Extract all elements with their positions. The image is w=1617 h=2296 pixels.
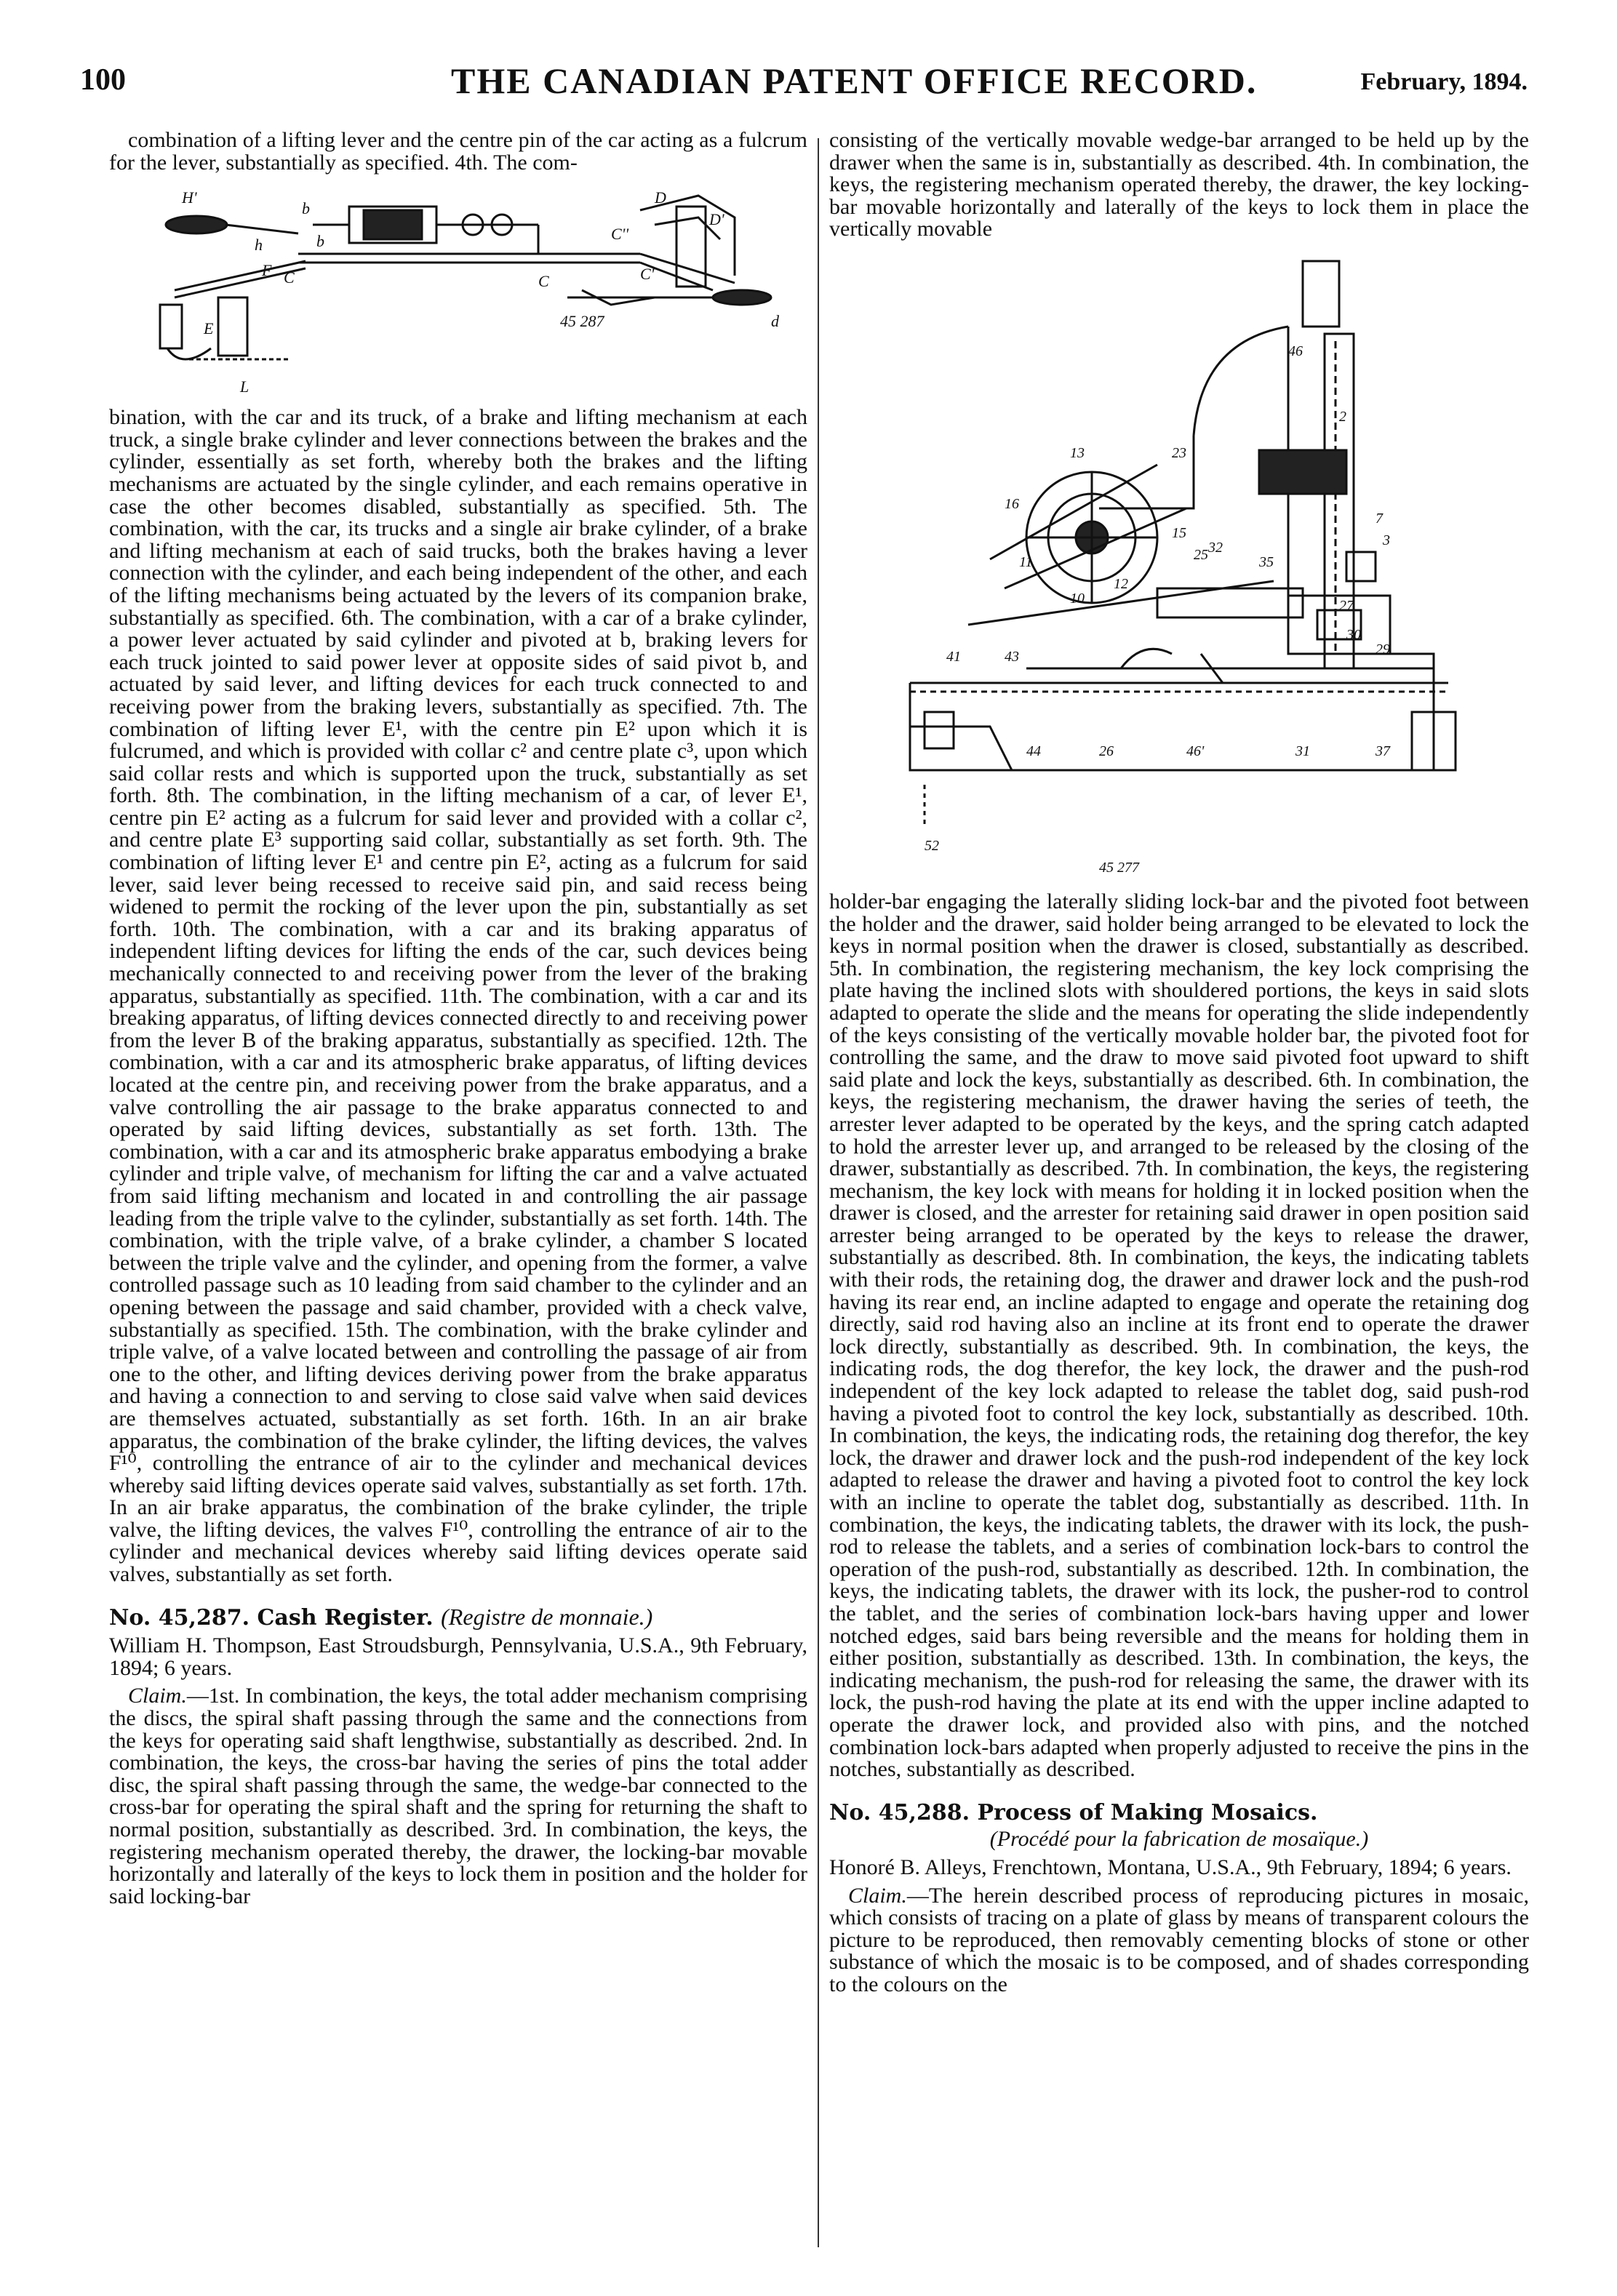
fig-label-d-small: d (771, 312, 779, 331)
fig2-label-29: 29 (1376, 641, 1390, 657)
fig-label-l: L (240, 377, 249, 396)
fig2-label-43: 43 (1005, 648, 1019, 665)
left-column (109, 129, 807, 2260)
fig2-label-52: 52 (925, 837, 939, 854)
patent-45288-title: Process of Making Mosaics. (977, 1799, 1318, 1825)
right-column (829, 129, 1529, 2260)
fig2-label-27: 27 (1339, 597, 1354, 614)
fig-label-c-prime: C' (640, 265, 655, 284)
claim-label: Claim. (848, 1883, 907, 1908)
fig-label-d: D (655, 188, 666, 207)
journal-title: THE CANADIAN PATENT OFFICE RECORD. (451, 60, 1258, 101)
patent-45287-french-title: (Registre de monnaie.) (441, 1603, 653, 1630)
claim-label: Claim. (128, 1684, 187, 1708)
fig-label-c2: C (538, 272, 549, 291)
fig2-label-3: 3 (1383, 532, 1390, 548)
fig-label-h: h (255, 236, 263, 255)
fig-label-c1: C (284, 268, 295, 287)
fig2-label-35: 35 (1259, 553, 1274, 570)
fig-label-d-prime: D' (709, 210, 724, 229)
patent-45287-inventor: William H. Thompson, East Stroudsburgh, Pennsylvania, U.S.A., 9th February, 1894; 6 years. (109, 1633, 807, 1680)
fig2-label-41: 41 (946, 648, 961, 665)
brake-mechanism-figure (131, 181, 786, 399)
fig2-label-2: 2 (1339, 408, 1346, 425)
left-intro-paragraph: combination of a lifting lever and the centre pin of the car acting as a fulcrum for the lever, substantially as specified. 4th. The com- (109, 128, 807, 175)
fig2-label-44: 44 (1026, 743, 1041, 759)
fig-label-e: E (204, 319, 214, 338)
left-body-paragraph: bination, with the car and its truck, of a brake and lifting mechanism at each truck, a single brake cylinder and lever connections between the brakes and the cylinder, essentially as set forth, whereby both the brakes and the lifting mechanisms are actuated by the single cylinder, and each remains operative in case the other becomes disabled, substantially as specified. 5th. The combination, with the car, its trucks and a single air brake cylinder, of a brake and lifting mechanism at each of said trucks, both the brakes having a lever connection with the cylinder, and each being independent of the other, and each of the lifting mechanisms being actuated by the levers of its companion brake, substantially as specified. 6th. The combination, with a car of a brake cylinder, a power lever actuated by said cylinder and pivoted at b, braking levers for each truck jointed to said power lever at opposite sides of said pivot b, and actuated by said lever, and lifting devices for each truck connected to and receiving power from the braking levers, substantially as specified. 7th. The combination of lifting lever E¹, with the centre pin E² upon which it is fulcrumed, and which is provided with collar c² and centre plate c³, upon which said collar rests and which is supported upon the truck, substantially as set forth. 8th. The combination, in the lifting mechanism of a car, of lever E¹, centre pin E² acting as a fulcrum for said lever and provided with a collar c², and centre plate E³ supporting said collar, substantially as set forth. 9th. The combination of lifting lever E¹ and centre pin E², acting as a fulcrum for said lever, said lever being recessed to receive said pin, and said recess being widened to permit the rocking of the lever upon the pin, substantially as set forth. 10th. The combination, with a car and its braking apparatus of independent lifting devices for lifting the ends of the car, such devices being mechanically connected to and receiving power from the lever of the braking apparatus, substantially as specified. 11th. The combination, with a car and its breaking apparatus, of lifting devices connected directly to and receiving power from the lever B of the braking apparatus, substantially as specified. 12th. The combination, with a car and its atmospheric brake apparatus, of lifting devices located at the centre pin, and receiving power from the brake apparatus, and a valve controlling the air passage to the brake apparatus connected to and operated by said lifting devices, substantially as set forth. 13th. The combination, with a car and its atmospheric brake apparatus embodying a brake cylinder and triple valve, of mechanism for lifting the car and a valve actuated from said lifting mechanism and located in and controlling the air passage leading from the triple valve to the cylinder, substantially as set forth. 14th. The combination, with the triple valve, of a brake cylinder, a chamber S located between the triple valve and the cylinder, and opening from the former, a valve controlled passage such as 10 leading from said chamber to the cylinder and an opening between the passage and said chamber, provided with a check valve, substantially as specified. 15th. The combination, with the brake cylinder and triple valve, of a valve located between and controlling the passage of air from one to the other, and lifting devices deriving power from the brake apparatus and having a connection to and serving to close said valve when said devices are themselves actuated, substantially as set forth. 16th. In an air brake apparatus, the combination of the brake cylinder, the lifting devices, the valves F¹⁰, controlling the entrance of air to the cylinder and mechanical devices whereby said lifting devices operate said valves, substantially as set forth. 17th. In an air brake apparatus, the combination of the brake cylinder, the triple valve, the lifting devices, the valves F¹⁰, controlling the entrance of air to the cylinder and mechanical devices whereby said lifting devices operate said valves, substantially as set forth. (109, 405, 807, 1587)
issue-date: February, 1894. (1360, 68, 1528, 95)
patent-45288-inventor: Honoré B. Alleys, Frenchtown, Montana, U.S.A., 9th February, 1894; 6 years. (829, 1855, 1512, 1879)
patent-45287-heading (109, 1605, 807, 1630)
fig-label-f: F (262, 261, 272, 280)
claim-text: —1st. In combination, the keys, the total adder mechanism comprising the discs, the spiral shaft passing through the same and the connections from the keys for operating said shaft lengthwise, substantially as described. 2nd. In combination, the keys, the cross-bar having the series of pins the total adder disc, the spiral shaft passing through the same, the wedge-bar connected to the cross-bar for operating the spiral shaft and the spring for returning the shaft to normal position, substantially as described. 3rd. In combination, the keys, the registering mechanism operated thereby, the drawer, the locking-bar movable horizontally and laterally of the keys to lock them in position and the holder for said locking-bar (109, 1684, 807, 1908)
patent-45288-number: No. 45,288. (829, 1799, 978, 1825)
fig2-label-10: 10 (1070, 590, 1085, 607)
patent-45288-claim (829, 1885, 1529, 1996)
fig2-label-26: 26 (1099, 743, 1114, 759)
fig2-label-23: 23 (1172, 444, 1186, 461)
fig-number: 45 287 (560, 312, 604, 331)
fig-label-h-prime: H' (182, 188, 197, 207)
fig2-label-32: 32 (1208, 539, 1223, 556)
fig2-label-15: 15 (1172, 524, 1186, 541)
fig2-label-11: 11 (1019, 553, 1033, 570)
fig-label-c-double-prime: C'' (611, 225, 629, 244)
fig2-label-16: 16 (1005, 495, 1019, 512)
patent-45288-heading (829, 1800, 1529, 1825)
fig2-label-30: 30 (1346, 626, 1361, 643)
fig2-label-25: 25 (1194, 546, 1208, 563)
fig2-label-46: 46 (1288, 343, 1303, 359)
patent-45287-number: No. 45,287. (109, 1604, 257, 1631)
column-divider (818, 138, 819, 2247)
cash-register-figure (881, 247, 1477, 887)
patent-45287-claim (109, 1685, 807, 1908)
fig2-label-7: 7 (1376, 510, 1383, 527)
fig-label-b1: b (302, 199, 310, 218)
right-intro-paragraph: consisting of the vertically movable wedge-bar arranged to be held up by the drawer when the same is in, substantially as described. 4th. In combination, the keys, the registering mechanism operated thereby, the drawer, the key locking-bar movable horizontally and laterally of the keys to lock them in place the vertically movable (829, 128, 1529, 241)
patent-45287-title: Cash Register. (257, 1604, 442, 1631)
page-number: 100 (80, 63, 126, 97)
right-body-paragraph: holder-bar engaging the laterally sliding lock-bar and the pivoted foot between the holder and the drawer, said holder being arranged to be elevated to lock the keys in normal position when the drawer is closed, substantially as described. 5th. In combination, the registering mechanism, the key lock comprising the plate having the inclined slots with shouldered portions, the keys in said slots adapted to operate the slide and the means for operating the slide independently of the keys consisting of the vertically movable holder bar, the pivoted foot for controlling the same, and the draw to move said pivoted foot upward to shift said plate and lock the keys, substantially as described. 6th. In combination, the keys, the registering mechanism, the drawer having the series of teeth, the arrester lever adapted to be operated by the keys, and the spring catch adapted to hold the arrester lever up, and arranged to be released by the closing of the drawer, substantially as described. 7th. In combination, the keys, the registering mechanism, the key lock with means for holding it in locked position when the drawer is closed, and the arrester for retaining said drawer in open position said arrester being arranged to be operated by the keys to release the drawer, substantially as described. 8th. In combination, the keys, the indicating tablets with their rods, the retaining dog, the drawer and drawer lock and the push-rod having its rear end, an incline adapted to engage and operate the retaining dog directly, said rod having also an incline at its front end to operate the drawer lock directly, substantially as described. 9th. In combination, the keys, the indicating rods, the dog therefor, the key lock, the drawer and the push-rod independent of the key lock adapted to release the tablet dog, said push-rod having a pivoted foot to control the key lock, substantially as described. 10th. In combination, the keys, the indicating rods, the retaining dog therefor, the key lock, the drawer and drawer lock and the push-rod independent of the key lock adapted to release the drawer and having a pivoted foot to control the key lock with an incline to operate the tablet dog, substantially as described. 11th. In combination, the keys, the indicating tablets, the drawer with its lock, the push-rod to release the tablets, and a series of combination lock-bars to control the operation of the push-rod, substantially as described. 12th. In combination, the keys, the indicating tablets, the drawer with its lock, the pusher-rod to control the tablet, and the series of combination lock-bars having upper and lower notched edges, said bars being reversible and the means for holding them in either position, substantially as described. 13th. In combination, the keys, the indicating mechanism, the push-rod for releasing the same, the drawer with its lock, the push-rod having the plate at its end with the upper incline adapted to operate the drawer lock, and provided also with pins, and the notched combination lock-bars adapted when properly adjusted to receive the pins in the notches, substantially as described. (829, 889, 1529, 1782)
patent-45288-french-title: (Procédé pour la fabrication de mosaïque.) (989, 1827, 1369, 1852)
fig2-label-46-prime: 46' (1186, 743, 1205, 759)
claim-text: —The herein described process of reproducing pictures in mosaic, which consists of tracing on a plate of glass by means of transparent colours the picture to be reproduced, then removably cementing blocks of stone or other substance of which the mosaic is to be composed, and of shades corresponding to the colours on the (829, 1883, 1529, 1996)
fig2-label-12: 12 (1114, 575, 1128, 592)
fig2-number: 45 277 (1099, 859, 1139, 876)
fig2-label-37: 37 (1376, 743, 1390, 759)
fig2-label-13: 13 (1070, 444, 1085, 461)
fig-label-b2: b (316, 232, 324, 251)
page-header (80, 54, 1528, 112)
fig2-label-31: 31 (1295, 743, 1310, 759)
